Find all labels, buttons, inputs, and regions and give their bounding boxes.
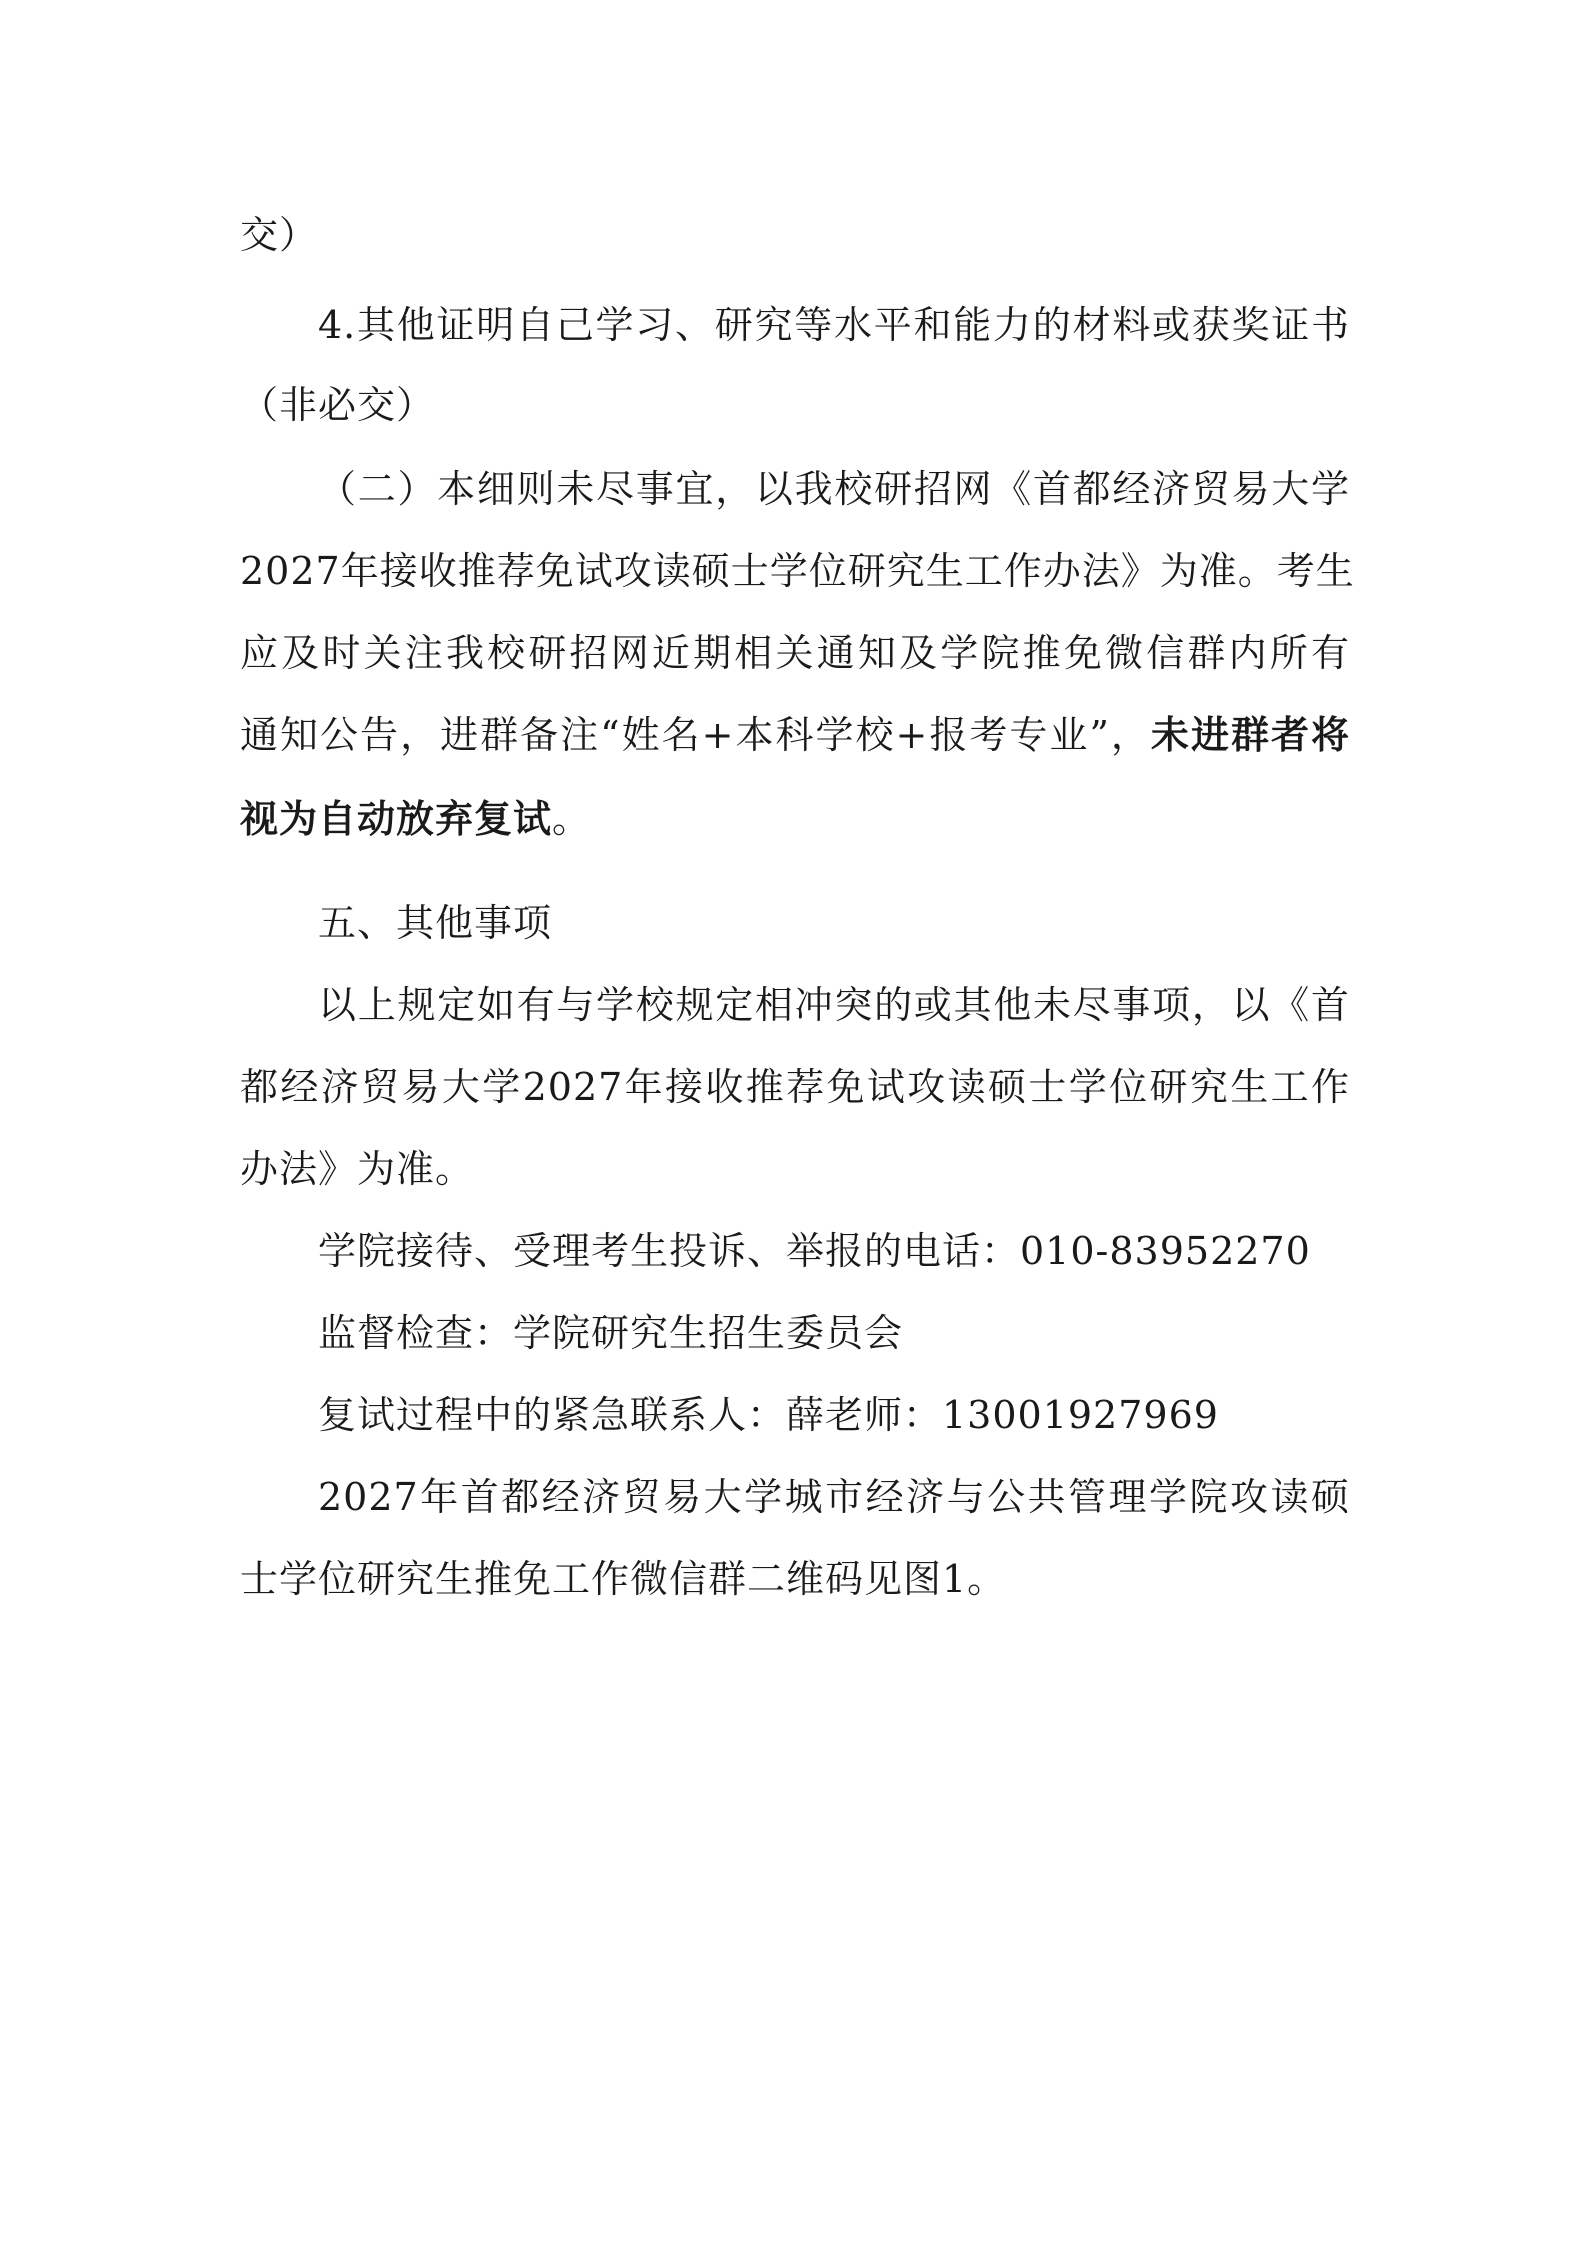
paragraph-line: 都经济贸易大学2027年接收推荐免试攻读硕士学位研究生工作 bbox=[240, 1065, 1350, 1109]
emergency-contact-line: 复试过程中的紧急联系人：薛老师：13001927969 bbox=[318, 1393, 1219, 1437]
paragraph-line: 4.其他证明自己学习、研究等水平和能力的材料或获奖证书 bbox=[318, 303, 1350, 347]
paragraph-line: 交） bbox=[240, 213, 319, 257]
paragraph-line: （二）本细则未尽事宜，以我校研招网《首都经济贸易大学 bbox=[318, 467, 1350, 511]
contact-phone-line: 学院接待、受理考生投诉、举报的电话：010-83952270 bbox=[318, 1229, 1311, 1273]
paragraph-line: 2027年接收推荐免试攻读硕士学位研究生工作办法》为准。考生 bbox=[240, 549, 1355, 593]
paragraph-line bbox=[240, 708, 1350, 762]
paragraph-line: （非必交） bbox=[240, 383, 436, 427]
paragraph-line: 办法》为准。 bbox=[240, 1147, 475, 1191]
paragraph-line: 2027年首都经济贸易大学城市经济与公共管理学院攻读硕 bbox=[318, 1475, 1350, 1519]
paragraph-text: 。 bbox=[552, 797, 592, 841]
section-heading: 五、其他事项 bbox=[318, 901, 553, 945]
emphasis-text: 视为自动放弃复试 bbox=[240, 796, 553, 841]
supervision-line: 监督检查：学院研究生招生委员会 bbox=[318, 1311, 904, 1355]
paragraph-line: 士学位研究生推免工作微信群二维码见图1。 bbox=[240, 1557, 1007, 1601]
paragraph-line: 以上规定如有与学校规定相冲突的或其他未尽事项，以《首 bbox=[318, 983, 1350, 1027]
paragraph-line bbox=[240, 792, 1350, 846]
emphasis-text: 未进群者将 bbox=[1150, 712, 1350, 757]
paragraph-line: 应及时关注我校研招网近期相关通知及学院推免微信群内所有 bbox=[240, 631, 1350, 675]
paragraph-text: 通知公告，进群备注“姓名+本科学校+报考专业”， bbox=[240, 713, 1151, 757]
